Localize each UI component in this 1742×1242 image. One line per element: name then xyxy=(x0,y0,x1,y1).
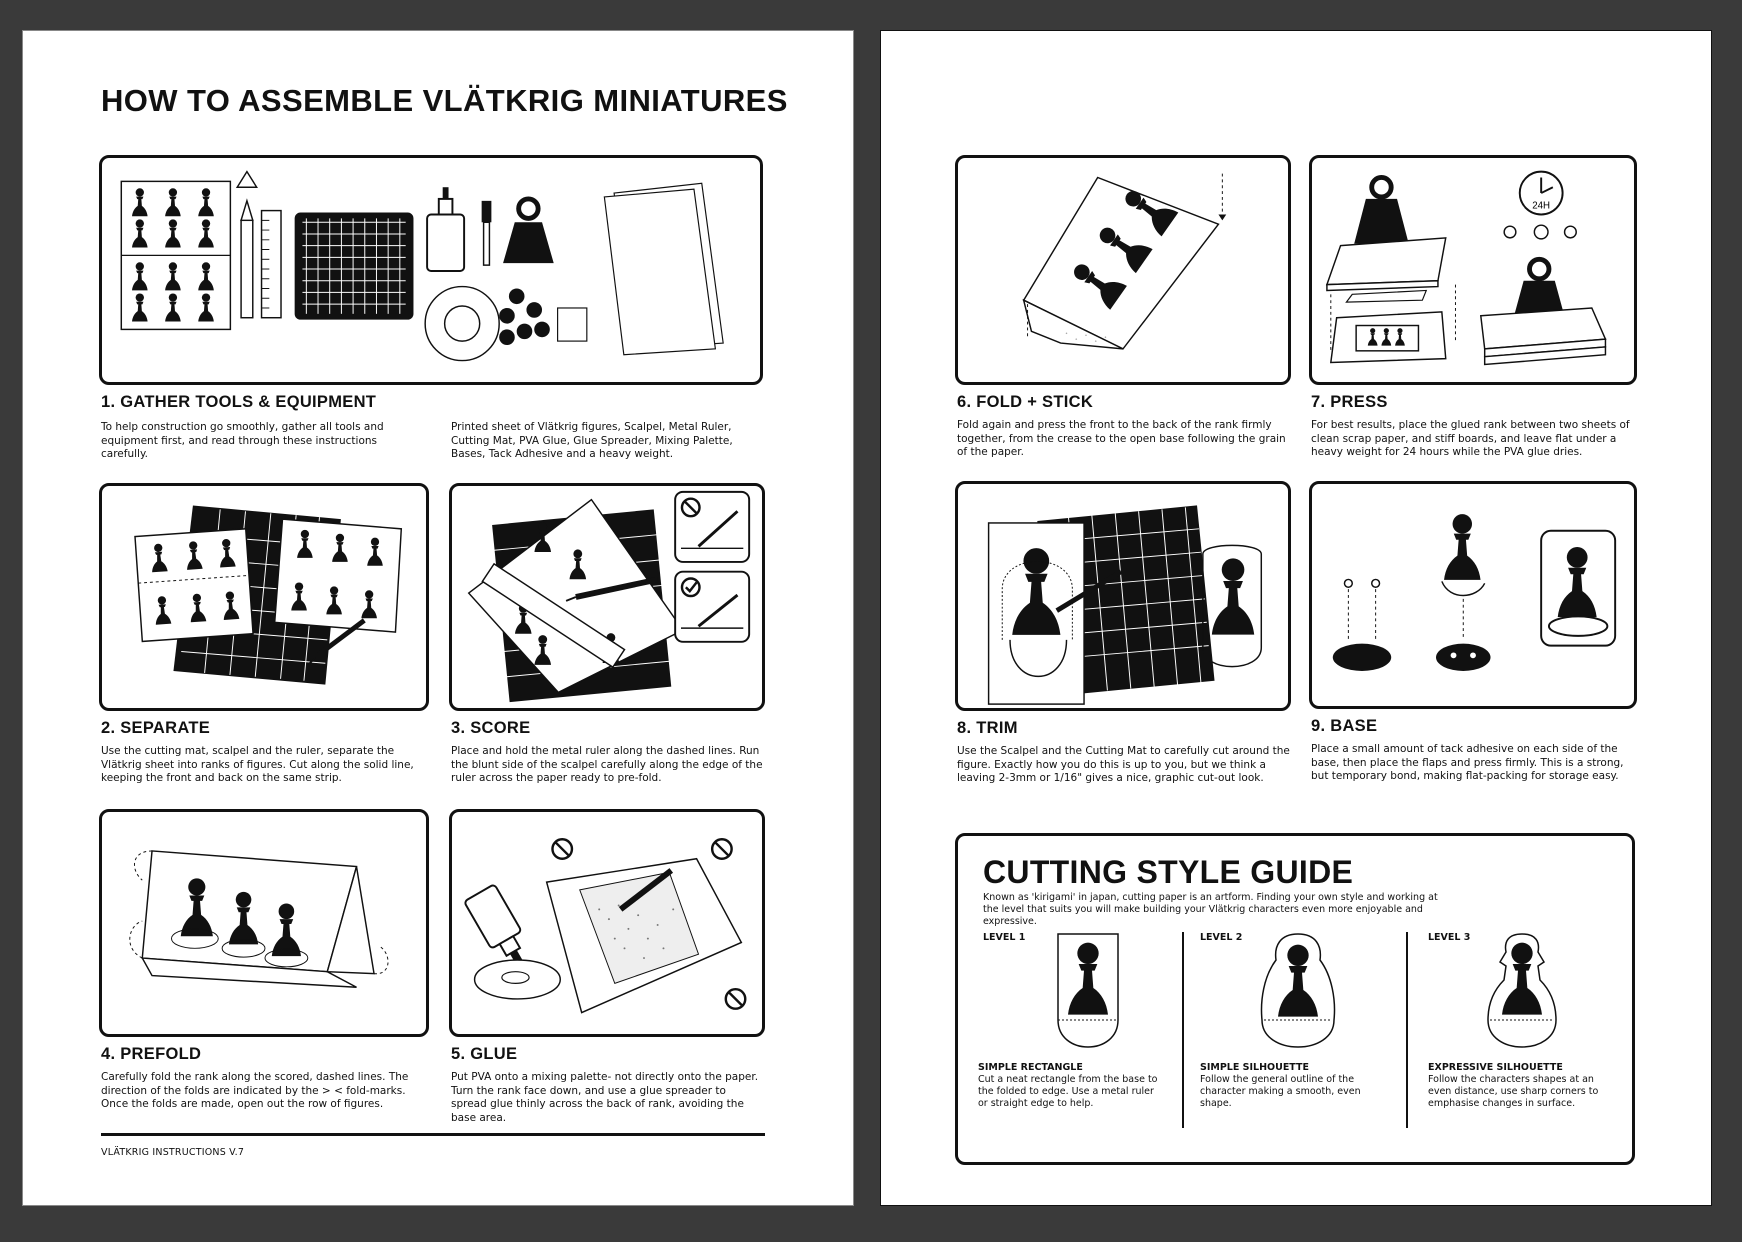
panel-score xyxy=(449,483,765,711)
instructions-page-right xyxy=(880,30,1712,1206)
page-title: HOW TO ASSEMBLE VLÄTKRIG MINIATURES xyxy=(101,83,788,118)
step-2-title: 2. SEPARATE xyxy=(101,719,211,737)
score-illustration xyxy=(452,486,762,708)
panel-trim xyxy=(955,481,1291,711)
guide-title: CUTTING STYLE GUIDE xyxy=(983,854,1354,890)
cutting-style-guide xyxy=(955,833,1635,1165)
separate-illustration xyxy=(102,486,426,708)
step-3-title: 3. SCORE xyxy=(451,719,531,737)
step-8-text: Use the Scalpel and the Cutting Mat to carefully cut around the figure. Exactly how you do this is up to you, but we think a leaving 2-3mm or 1/16" gives a nice, graphic cut-out look. xyxy=(957,745,1290,784)
panel-gather-tools xyxy=(99,155,763,385)
step-3-text: Place and hold the metal ruler along the dashed lines. Run the blunt side of the scalpel carefully along the edge of the ruler across the paper ready to pre-fold. xyxy=(451,745,763,784)
step-1-title: 1. GATHER TOOLS & EQUIPMENT xyxy=(101,393,377,411)
panel-prefold xyxy=(99,809,429,1037)
level-2-desc: Follow the general outline of the character making a smooth, even shape. xyxy=(1200,1074,1361,1109)
step-7-text: For best results, place the glued rank between two sheets of clean scrap paper, and stiff boards, and leave flat under a heavy weight for 24 hours while the PVA glue dries. xyxy=(1311,419,1630,458)
base-illustration xyxy=(1312,484,1634,706)
step-5-title: 5. GLUE xyxy=(451,1045,518,1063)
instructions-page-left xyxy=(22,30,854,1206)
step-2-text: Use the cutting mat, scalpel and the ruler, separate the Vlätkrig sheet into ranks of figures. Cut along the solid line, keeping the front and back on the same strip. xyxy=(101,745,414,784)
level-3-name: EXPRESSIVE SILHOUETTE xyxy=(1428,1062,1563,1073)
step-8-title: 8. TRIM xyxy=(957,719,1018,737)
panel-fold-stick xyxy=(955,155,1291,385)
level-1-desc: Cut a neat rectangle from the base to the folded to edge. Use a metal ruler or straight edge to help. xyxy=(978,1074,1158,1109)
step-5-text: Put PVA onto a mixing palette- not directly onto the paper. Turn the rank face down, and use a glue spreader to spread glue thinly across the back of rank, avoiding the base area. xyxy=(451,1071,759,1124)
step-4-text: Carefully fold the rank along the scored, dashed lines. The direction of the folds are indicated by the > < fold-marks. Once the folds are made, open out the row of figures. xyxy=(101,1071,409,1110)
level-2-figure xyxy=(1258,932,1338,1052)
step-9-text: Place a small amount of tack adhesive on each side of the base, then place the flaps and press firmly. This is a strong, but temporary bond, making flat-packing for storage easy. xyxy=(1311,743,1624,782)
step-6-text: Fold again and press the front to the back of the rank firmly together, from the crease to the open base following the grain of the paper. xyxy=(957,419,1286,458)
step-9-title: 9. BASE xyxy=(1311,717,1378,735)
level-3-desc: Follow the characters shapes at an even distance, use sharp corners to emphasise changes in surface. xyxy=(1428,1074,1599,1109)
tools-illustration xyxy=(102,158,760,382)
step-1-equipment-list: Printed sheet of Vlätkrig figures, Scalpel, Metal Ruler, Cutting Mat, PVA Glue, Glue Spreader, Mixing Palette, Bases, Tack Adhesive and a heavy weight. xyxy=(451,421,733,460)
panel-glue xyxy=(449,809,765,1037)
trim-illustration xyxy=(958,484,1288,708)
panel-separate xyxy=(99,483,429,711)
level-1-figure xyxy=(1048,932,1128,1052)
level-2-name: SIMPLE SILHOUETTE xyxy=(1200,1062,1309,1073)
guide-intro: Known as 'kirigami' in japan, cutting paper is an artform. Finding your own style and working at the level that suits you will make building your Vlätkrig characters even more enjoyable and expressive. xyxy=(983,892,1438,927)
level-1-label: LEVEL 1 xyxy=(983,932,1026,943)
panel-press xyxy=(1309,155,1637,385)
step-4-title: 4. PREFOLD xyxy=(101,1045,202,1063)
step-6-title: 6. FOLD + STICK xyxy=(957,393,1094,411)
timer-label: 24H xyxy=(1532,200,1551,212)
footer-version: VLÄTKRIG INSTRUCTIONS V.7 xyxy=(101,1147,245,1158)
footer-rule xyxy=(101,1133,765,1136)
panel-base xyxy=(1309,481,1637,709)
step-7-title: 7. PRESS xyxy=(1311,393,1388,411)
level-3-figure xyxy=(1482,932,1562,1052)
guide-divider-2 xyxy=(1406,932,1408,1128)
prefold-illustration xyxy=(102,812,426,1034)
level-1-name: SIMPLE RECTANGLE xyxy=(978,1062,1083,1073)
guide-divider-1 xyxy=(1182,932,1184,1128)
fold-stick-illustration xyxy=(958,158,1288,382)
level-2-label: LEVEL 2 xyxy=(1200,932,1243,943)
press-illustration xyxy=(1312,158,1634,382)
step-1-text: To help construction go smoothly, gather all tools and equipment first, and read through these instructions carefully. xyxy=(101,421,384,460)
level-3-label: LEVEL 3 xyxy=(1428,932,1471,943)
glue-illustration xyxy=(452,812,762,1034)
